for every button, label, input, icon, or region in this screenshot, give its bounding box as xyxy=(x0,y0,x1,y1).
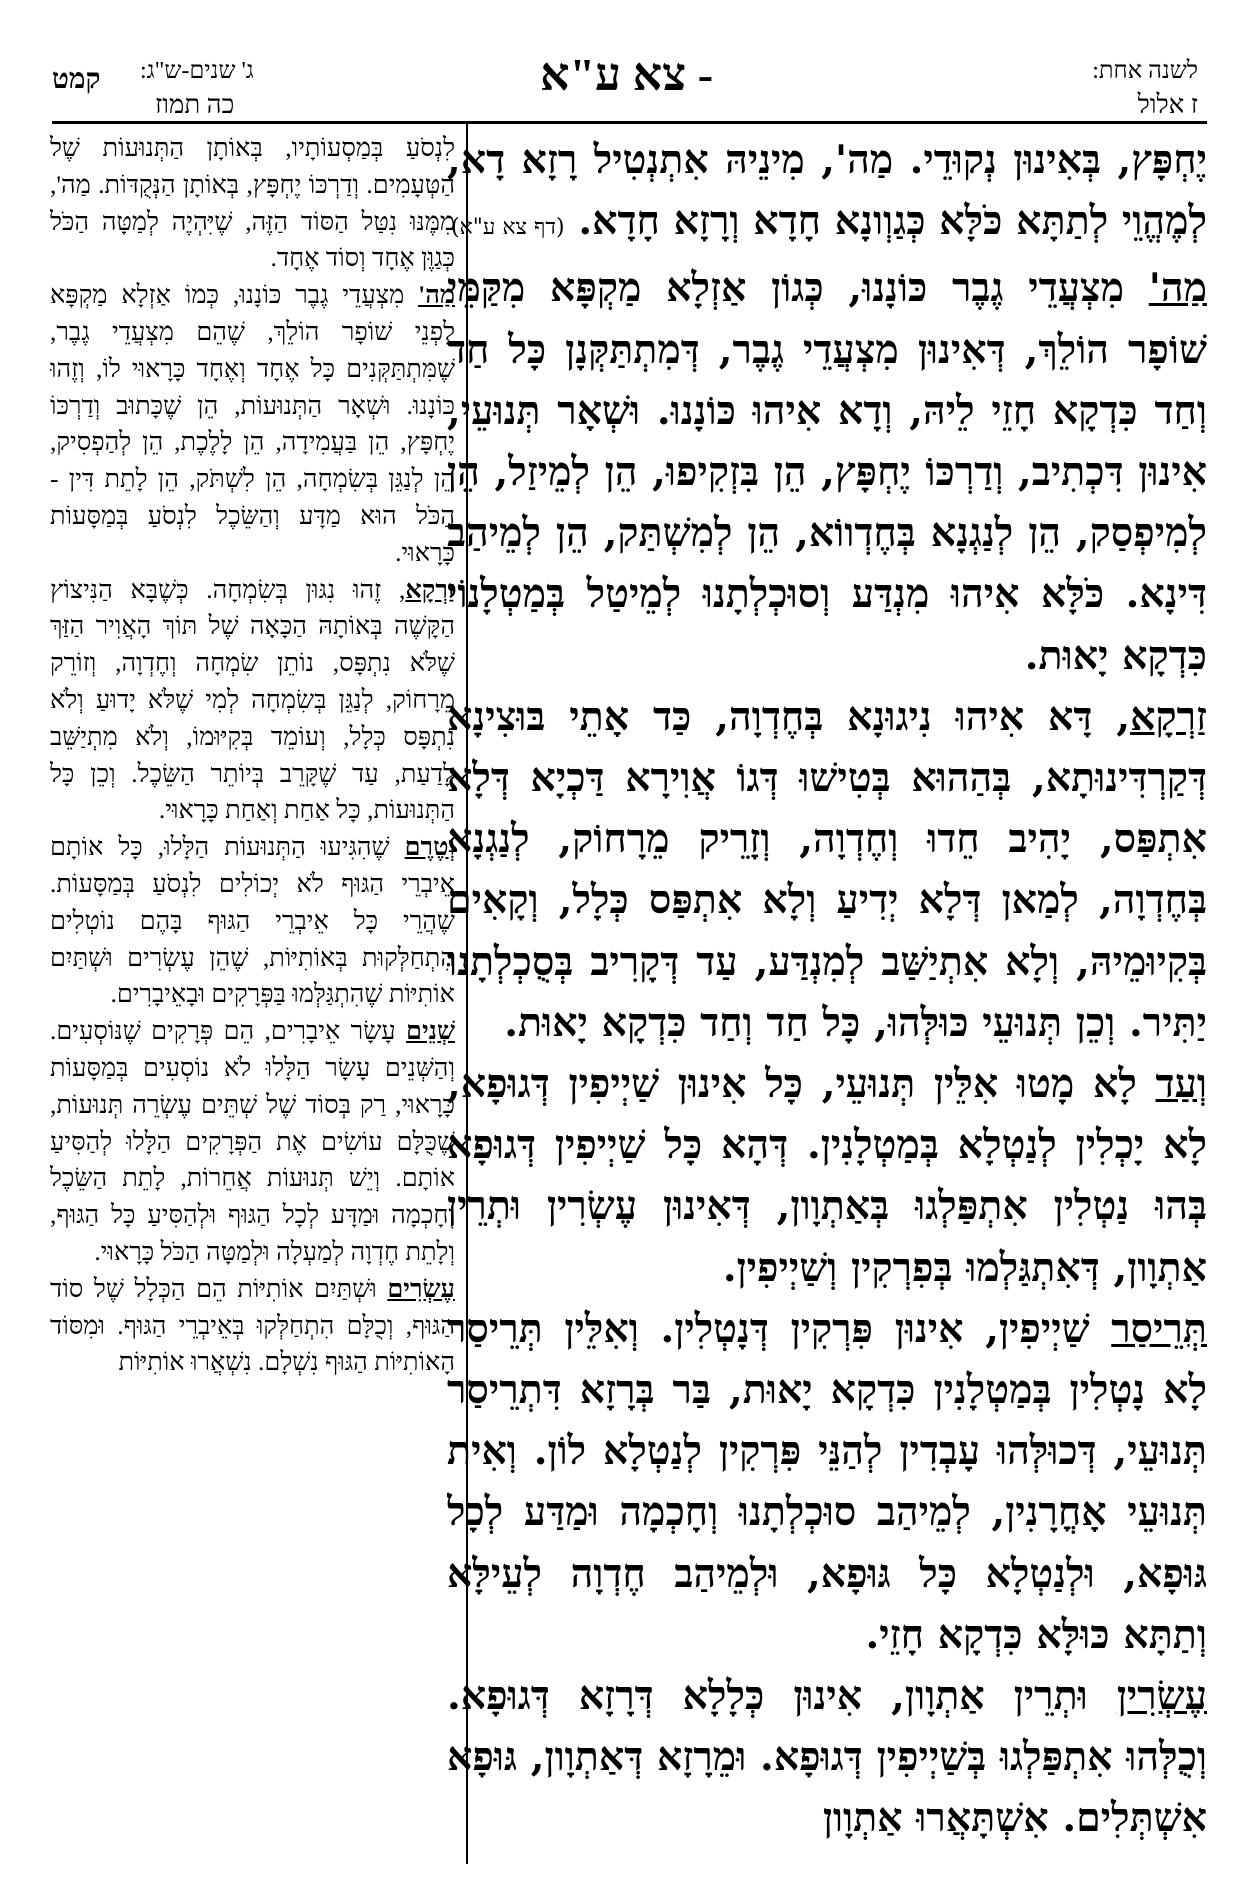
paragraph-lead-word: תְּרֵיסַר xyxy=(1111,1305,1207,1352)
commentary-text: , זֶהוּ נִגּוּן בְּשִׂמְחָה. כְּשֶׁבָּא הַנִּיצוֹץ הַקָּשֶׁה בְּאוֹתָהּ הַכָּאָה שֶׁל תּוֹךְ הָאֲוִיר הַזַּךְ שֶׁלֹּא נִתְפָּס, נוֹתֵן שִׂמְחָה וְחֶדְוָה, וְזוֹרֵק מֵרָחוֹק, לְנַגֵּן בְּשִׂמְחָה לְמִי שֶׁלֹּא יָדוּעַ וְלֹא נִתְפָּס כְּלָל, וְעוֹמֵד בְּקִיּוּמוֹ, וְלֹא מִתְיַשֵּׁב לָדַעַת, עַד שֶׁקָּרֵב בְּיוֹתֵר הַשֵּׂכֶל. וְכֵן כָּל הַתְּנוּעוֹת, כָּל אַחַת וְאַחַת כָּרָאוּי. xyxy=(50,574,455,825)
main-paragraph xyxy=(447,1299,1207,1666)
page-number: קמט xyxy=(52,64,101,95)
main-text: יֶחְפָּץ, בְּאִינוּן נְקוּדֵי. מַה', מִינֵיהּ אִתְנְטִיל רָזָא דָא, לְמֶהֱוֵי לְתַתָּא כֹּלָּא כְּגַוְונָא חָדָא וְרָזָא חָדָא. xyxy=(447,137,1207,245)
commentary-column xyxy=(50,130,455,1870)
commentary-text: עָשָׂר אֵיבָרִים, הֵם פְּרָקִים שֶׁנּוֹסְעִים. וְהַשְּׁנֵים עָשָׂר הַלָּלוּ לֹא נוֹסְעִים בְּמַסָּעוֹת כָּרָאוּי, רַק בְּסוֹד שֶׁל שְׁתֵּים עֶשְׂרֵה תְּנוּעוֹת, שֶׁכֻּלָּם עוֹשִׂים אֶת הַפְּרָקִים הַלָּלוּ לְהַסִּיעַ אוֹתָם. וְיֵשׁ תְּנוּעוֹת אֲחֵרוֹת, לָתֵת הַשֵּׂכֶל וְחָכְמָה וּמַדָּע לְכָל הַגּוּף וּלְהַסִּיעַ כָּל הַגּוּף, וְלָתֵת חֶדְוָה לְמַעְלָה וּלְמַטָּה הַכֹּל כָּרָאוּי. xyxy=(50,1016,455,1266)
paragraph-lead-word: וְעַד xyxy=(1155,1061,1207,1108)
commentary-text: וּשְׁתַּיִם אוֹתִיּוֹת הֵם הַכְּלָל שֶׁל סוֹד הַגּוּף, וְכֻלָּם הִתְחַלְּקוּ בְּאֵיבְרֵי הַגּוּף. וּמִסּוֹד הָאוֹתִיּוֹת הַגּוּף נִשְׁלָם. נִשְׁאֲרוּ אוֹתִיּוֹת xyxy=(50,1273,455,1377)
main-text-column xyxy=(447,130,1207,1870)
paragraph-lead-word: שְׁנֵים xyxy=(406,1016,455,1046)
page-header xyxy=(0,0,1253,125)
daily-schedule-three-year-date: כה תמוז xyxy=(155,90,235,119)
commentary-paragraph xyxy=(50,1013,455,1271)
main-paragraph xyxy=(447,258,1207,686)
commentary-paragraph xyxy=(50,130,455,277)
main-paragraph xyxy=(447,1054,1207,1299)
daily-schedule-one-year-date: ז אלול xyxy=(1137,90,1198,119)
header-divider xyxy=(52,121,1207,124)
main-text: לָא מָטוּ אִלֵּין תְּנוּעֵי, כָּל אִינוּן שַׁיְיפִין דְּגוּפָא, לָא יָכְלִין לְנַטְלָא בְּמַטְלָנִין. דְּהָא כָּל שַׁיְיפִין דְּגוּפָא בְּהוּ נַטְלִין אִתְפַּלְגוּ בְּאַתְוָון, דְּאִינוּן עֶשְׂרִין וּתְרֵין אַתְוָון, דְּאִתְגַּלְמוּ בְּפִרְקִין וְשַׁיְיפִין. xyxy=(447,1061,1207,1291)
paragraph-lead-word: זַרְקָא xyxy=(405,574,455,604)
paragraph-lead-word: מַה' xyxy=(1148,265,1207,312)
main-text: שַׁיְיפִין, אִינוּן פִּרְקִין דְּנָטְלִין. וְאִלֵּין תְּרֵיסַר לָא נָטְלִין בְּמַטְלָנִין כִּדְקָא יָאוּת, בַּר בְּרָזָא דִּתְרֵיסַר תְּנוּעֵי, דְּכוּלְּהוּ עָבְדִין לְהַנֵּי פִּרְקִין לְנַטְלָא לוֹן. וְאִית תְּנוּעֵי אָחֳרָנִין, לְמֵיהַב סוּכְלְתָנוּ וְחָכְמָה וּמַדַּע לְכָל גּוּפָא, וּלְנַטְלָא כָּל גּוּפָא, וּלְמֵיהַב חֶדְוָה לְעֵילָּא וְתַתָּא כּוּלָּא כִּדְקָא חָזֵי. xyxy=(447,1305,1207,1658)
commentary-paragraph xyxy=(50,572,455,830)
paragraph-lead-word: מַה' xyxy=(418,280,455,310)
commentary-text: שֶׁהִגִּיעוּ הַתְּנוּעוֹת הַלָּלוּ, כָּל אוֹתָם אֵיבְרֵי הַגּוּף לֹא יְכוֹלִים לִנְסֹעַ בְּמַסָּעוֹת. שֶׁהֲרֵי כָּל אֵיבְרֵי הַגּוּף בָּהֶם נוֹטְלִים הִתְחַלְּקוּת בְּאוֹתִיּוֹת, שֶׁהֵן עֶשְׂרִים וּשְׁתַּיִם אוֹתִיּוֹת שֶׁהִתְגַּלְּמוּ בַּפְּרָקִים וּבָאֵיבָרִים. xyxy=(50,832,455,1009)
main-text: וּתְרֵין אַתְוָון, אִינוּן כְּלָלָא דְּרָזָא דְּגוּפָא. וְכֻלְּהוּ אִתְפַּלְגוּ בְּשַׁיְיפִין דְּגוּפָא. וּמֵרָזָא דְּאַתְוָון, גּוּפָא אִשְׁתְּלִים. אִשְׁתָּאֲרוּ אַתְוָון xyxy=(447,1673,1207,1842)
commentary-text: לִנְסֹעַ בְּמַסְעוֹתָיו, בְּאוֹתָן הַתְּנוּעוֹת שֶׁל הַטְּעָמִים. וְדַרְכּוֹ יֶחְפָּץ, בְּאוֹתָן הַנְּקֻדּוֹת. מַה', מִמֶּנּוּ נִטַּל הַסּוֹד הַזֶּה, שֶׁיִּהְיֶה לְמַטָּה הַכֹּל כְּגַוֶּן אֶחָד וְסוֹד אֶחָד. xyxy=(50,133,455,273)
main-text: מִצְעֲדֵי גֶבֶר כּוֹנָנוּ, כְּגוֹן אַזְלָא מַקְפָּא מִקַּמֵּי שׁוֹפָר הוֹלֵךְ, דְּאִינוּן מִצְעֲדֵי גֶבֶר, דְּמִתְתַּקְּנָן כָּל חַד וְחַד כִּדְקָא חָזֵי לֵיהּ, וְדָא אִיהוּ כּוֹנָנוּ. וּשְׁאָר תְּנוּעֵי, אִינוּן דִּכְתִיב, וְדַרְכּוֹ יֶחְפָּץ, הֵן בִּזְקִיפוּ, הֵן לְמֵיזַל, הֵן לְמִיפְסַק, הֵן לְנַגְנָא בְּחֶדְווֹא, הֵן לְמִשְׁתַּק, הֵן לְמֵיהַב דִּינָא. כֹּלָּא אִיהוּ מִנְדַּע וְסוּכְלְתָנוּ לְמֵיטַל בְּמַטְלָנוֹי כִּדְקָא יָאוּת. xyxy=(447,265,1207,679)
main-text: , דָּא אִיהוּ נִיגוּנָא בְּחֶדְוָה, כַּד אָתֵי בּוּצִינָא דְּקַרְדִּינוּתָא, בְּהַהוּא בְּטִישׁוּ דְּגוֹ אֲוִירָא דַּכְיָא דְּלָא אִתְפַּס, יָהִיב חֵדוּ וְחֶדְוָה, וְזָרֵיק מֵרָחוֹק, לְנַגְנָא בְּחֶדְוָה, לְמַאן דְּלָא יְדִיעַ וְלָא אִתְפַּס כְּלָל, וְקָאִים בְּקִיוּמֵיהּ, וְלָא אִתְיַשַּׁב לְמִנְדַּע, עַד דְּקָרִיב בְּסֻכְלְתָנוּ יַתִּיר. וְכֵן תְּנוּעֵי כּוּלְּהוּ, כָּל חַד וְחַד כִּדְקָא יָאוּת. xyxy=(447,693,1207,1046)
folio-reference: (דף צא ע"א) xyxy=(450,215,565,241)
paragraph-lead-word: עֶשְׂרִים xyxy=(387,1273,455,1303)
daily-schedule-three-year-label: ג' שנים-ש"ג: xyxy=(140,58,254,84)
paragraph-lead-word: וְטֶרֶם xyxy=(404,832,455,862)
main-paragraph xyxy=(447,1666,1207,1850)
commentary-paragraph xyxy=(50,829,455,1013)
paragraph-lead-word: עֶשְׂרִין xyxy=(1116,1673,1207,1720)
commentary-paragraph xyxy=(50,277,455,571)
main-paragraph xyxy=(447,130,1207,258)
daily-schedule-one-year-label: לשנה אחת: xyxy=(1092,58,1198,84)
page-title: - צא ע"א xyxy=(539,49,714,100)
paragraph-lead-word: זַרְקָא xyxy=(1130,693,1207,740)
commentary-text: מִצְעֲדֵי גֶבֶר כּוֹנָנוּ, כְּמוֹ אַזְלָא מַקְפָּא לִפְנֵי שׁוֹפָר הוֹלֵךְ, שֶׁהֵם מִצְעֲדֵי גֶבֶר, שֶׁמִּתְתַּקְּנִים כָּל אֶחָד וְאֶחָד כָּרָאוּי לוֹ, וְזֶהוּ כּוֹנָנוּ. וּשְׁאָר הַתְּנוּעוֹת, הֵן שֶׁכָּתוּב וְדַרְכּוֹ יֶחְפָּץ, הֵן בַּעֲמִידָה, הֵן לָלֶכֶת, הֵן לְהַפְסִיק, הֵן לְנַגֵּן בְּשִׂמְחָה, הֵן לִשְׁתֹּק, הֵן לָתֵת דִּין - הַכֹּל הוּא מַדָּע וְהַשֵּׂכֶל לִנְסֹעַ בְּמַסָּעוֹת כָּרָאוּי. xyxy=(50,280,455,567)
main-paragraph xyxy=(447,687,1207,1054)
commentary-paragraph xyxy=(50,1271,455,1381)
